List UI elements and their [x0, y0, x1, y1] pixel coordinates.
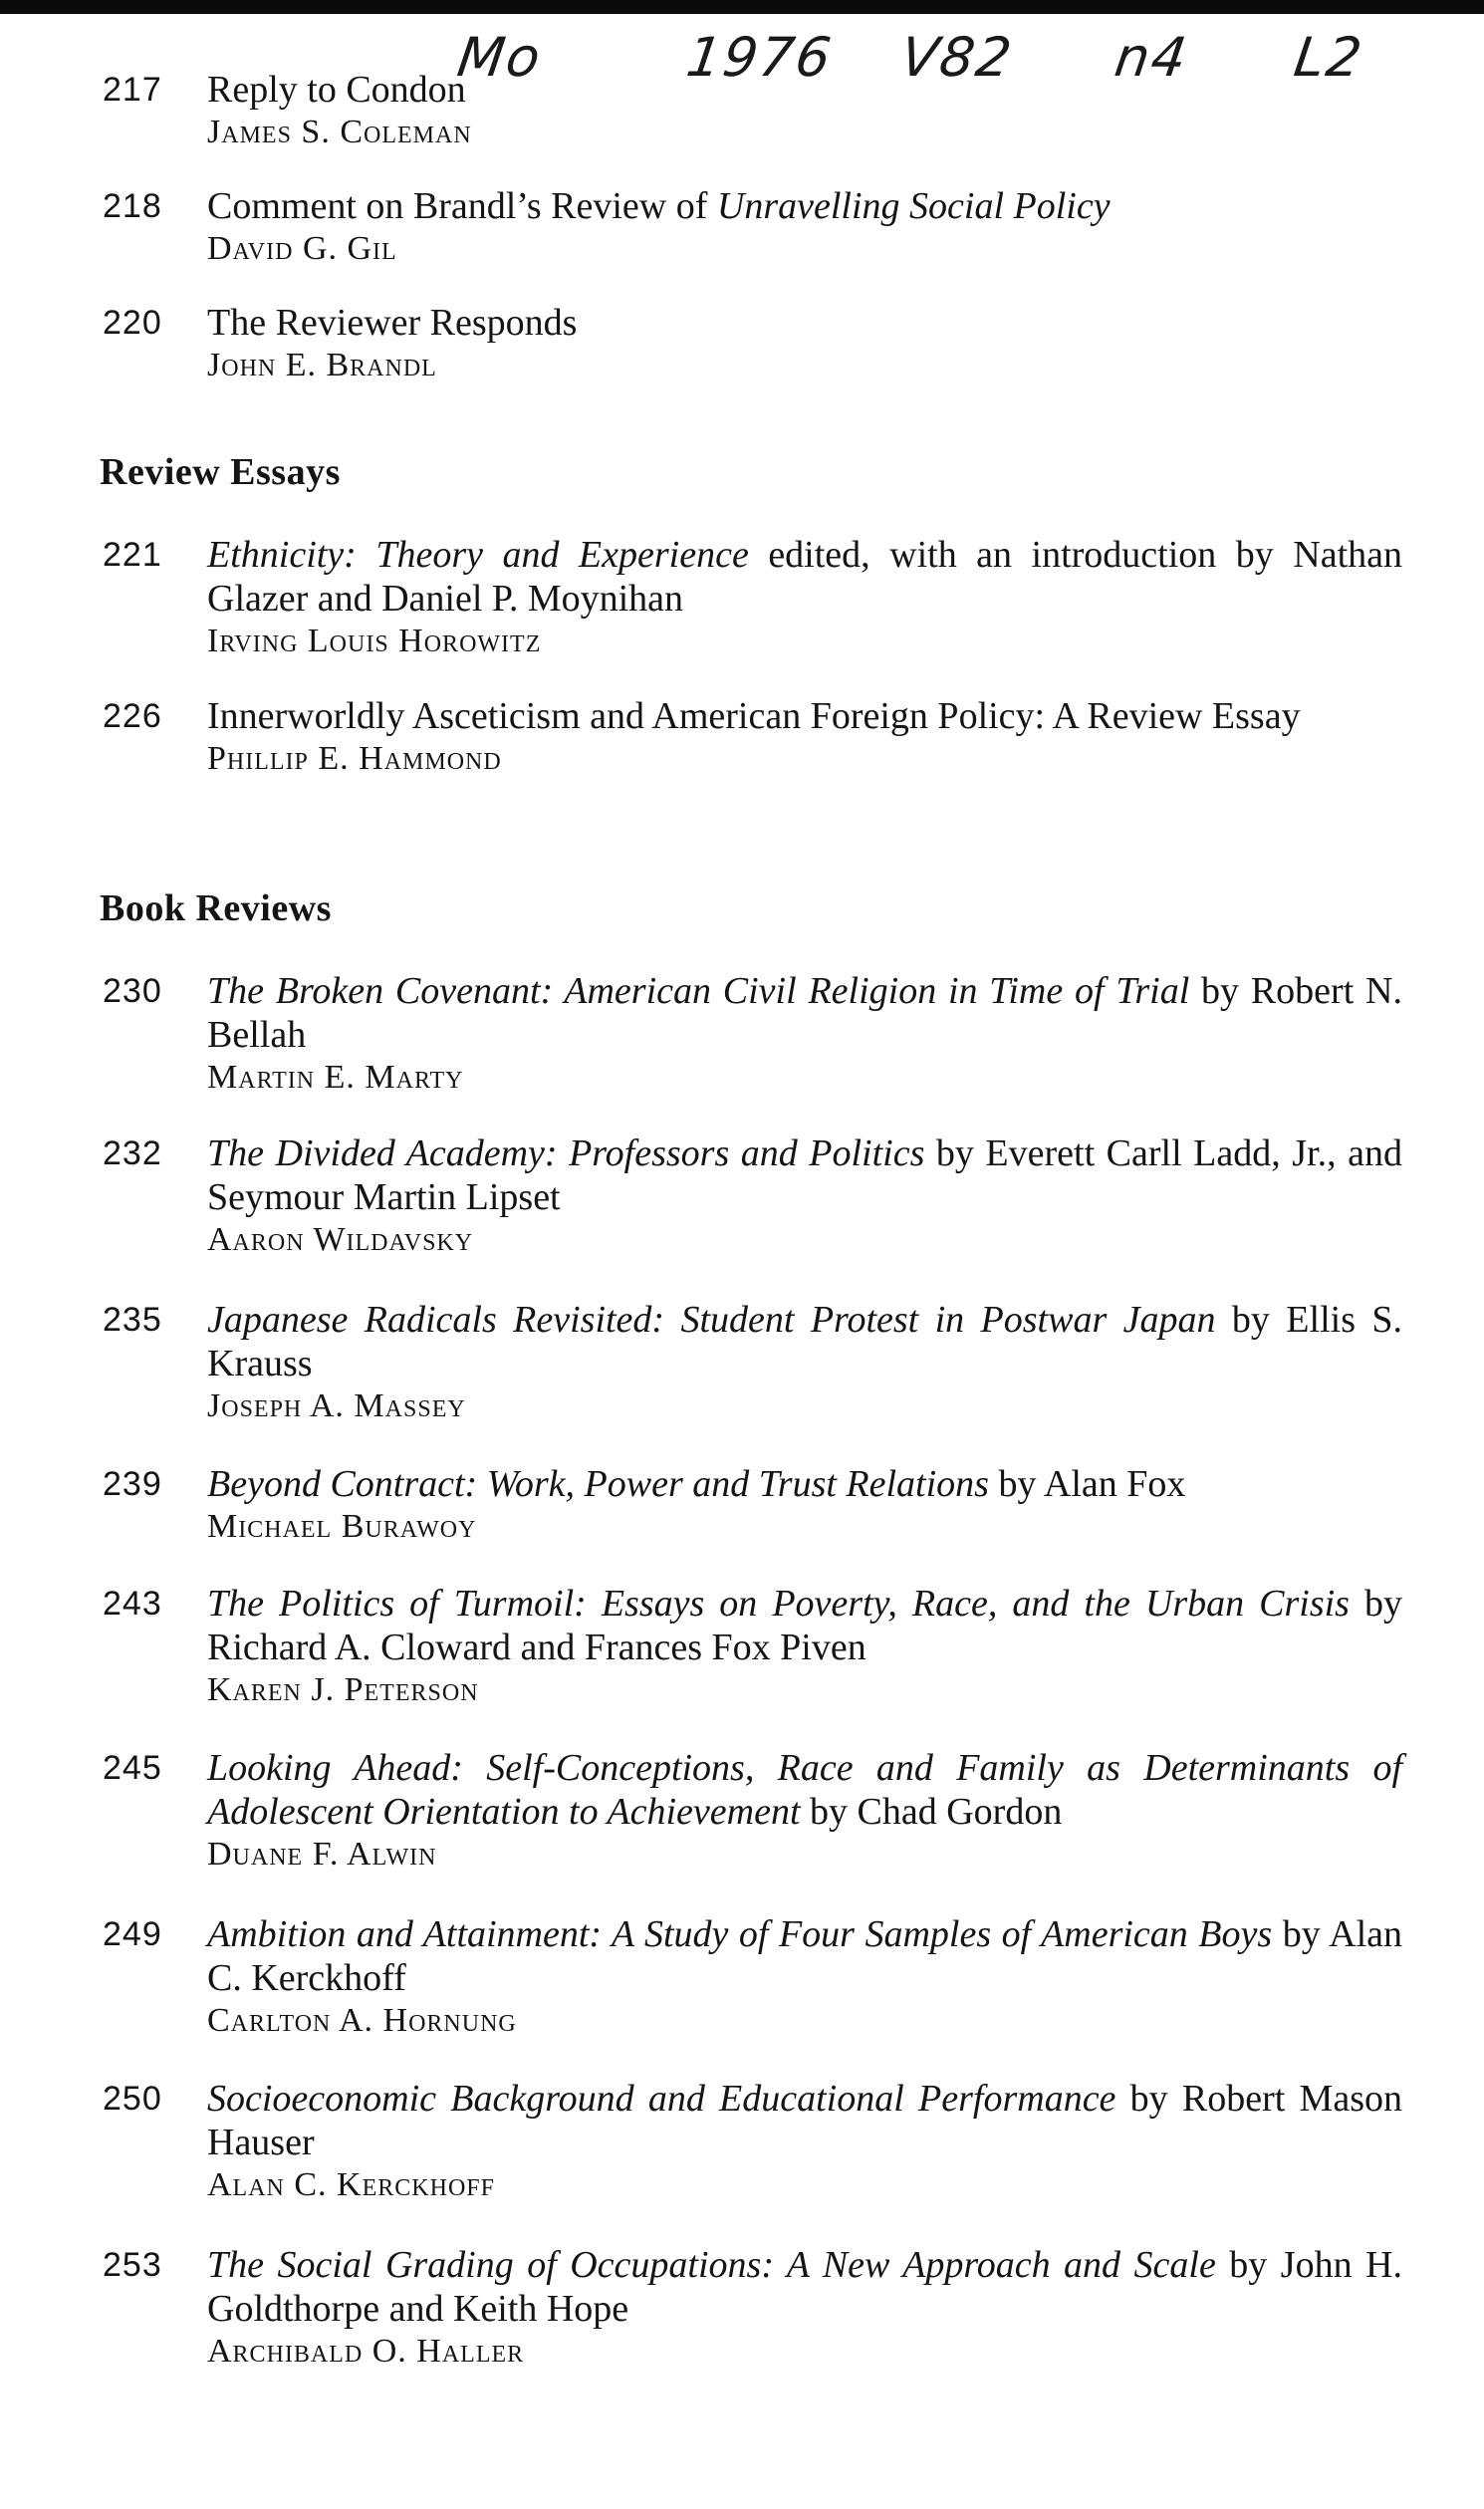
entry-page-number: 218	[103, 187, 162, 225]
annotation-token: L2	[1290, 26, 1367, 89]
entry-title: The Politics of Turmoil: Essays on Poverty, Race, and the Urban Crisis by Richard A. Cloward and Frances Fox Piven	[207, 1583, 1402, 1668]
title-italic-book: The Social Grading of Occupations: A New Approach and Scale	[207, 2244, 1216, 2286]
entry-author: Phillip E. Hammond	[207, 740, 502, 777]
title-italic-book: Looking Ahead: Self-Conceptions, Race and Family as Determinants of Adolescent Orientation to Achievement	[207, 1747, 1402, 1833]
entry-page-number: 220	[103, 304, 162, 342]
entry-page-number: 221	[103, 536, 162, 574]
title-italic-book: Unravelling Social Policy	[716, 185, 1111, 227]
entry-page-number: 217	[103, 71, 162, 109]
annotation-token: V82	[896, 26, 1018, 89]
entry-title	[207, 184, 1402, 228]
title-prefix: Comment on Brandl’s Review of	[207, 185, 717, 227]
entry-title: Socioeconomic Background and Educational Performance by Robert Mason Hauser	[207, 2078, 1402, 2163]
entry-title: Reply to Condon	[207, 69, 466, 111]
entry-title: Innerworldly Asceticism and American Foreign Policy: A Review Essay	[207, 695, 1301, 737]
annotation-token: Mo	[453, 26, 547, 89]
entry-author: Carlton A. Hornung	[207, 2002, 517, 2039]
section-heading-review-essays: Review Essays	[100, 451, 341, 493]
entry-page-number: 249	[103, 1915, 162, 1953]
entry-title: Japanese Radicals Revisited: Student Protest in Postwar Japan by Ellis S. Krauss	[207, 1299, 1403, 1384]
entry-author: David G. Gil	[207, 230, 397, 267]
entry-author: Archibald O. Haller	[207, 2333, 525, 2370]
entry-page-number: 245	[103, 1749, 162, 1787]
title-italic-book: Ethnicity: Theory and Experience	[207, 534, 749, 576]
entry-title: Ambition and Attainment: A Study of Four Samples of American Boys by Alan C. Kerckhoff	[207, 1913, 1402, 1999]
title-italic-book: Socioeconomic Background and Educational Performance	[207, 2078, 1116, 2120]
annotation-token: 1976	[682, 26, 837, 89]
title-italic-book: The Politics of Turmoil: Essays on Poverty, Race, and the Urban Crisis	[207, 1583, 1350, 1625]
title-italic-book: Japanese Radicals Revisited: Student Protest in Postwar Japan	[207, 1299, 1216, 1341]
entry-title: The Social Grading of Occupations: A New Approach and Scale by John H. Goldthorpe and Keith Hope	[207, 2244, 1402, 2330]
entry-title: The Reviewer Responds	[207, 302, 578, 344]
title-italic-book: Beyond Contract: Work, Power and Trust Relations	[207, 1463, 989, 1505]
entry-title: Beyond Contract: Work, Power and Trust Relations by Alan Fox	[207, 1463, 1186, 1505]
section-heading-book-reviews: Book Reviews	[100, 887, 332, 929]
entry-page-number: 226	[103, 697, 162, 735]
entry-title: The Divided Academy: Professors and Politics by Everett Carll Ladd, Jr., and Seymour Martin Lipset	[207, 1132, 1402, 1218]
entry-author: Duane F. Alwin	[207, 1836, 437, 1873]
entry-author: Joseph A. Massey	[207, 1387, 466, 1424]
title-italic-book: The Divided Academy: Professors and Politics	[207, 1132, 925, 1174]
entry-page-number: 232	[103, 1134, 162, 1172]
entry-author: Aaron Wildavsky	[207, 1221, 474, 1258]
top-scan-border	[0, 0, 1484, 14]
title-italic-book: The Broken Covenant: American Civil Religion in Time of Trial	[207, 970, 1190, 1012]
entry-page-number: 250	[103, 2080, 162, 2118]
entry-title: Looking Ahead: Self-Conceptions, Race and Family as Determinants of Adolescent Orientation to Achievement by Chad Gordon	[207, 1747, 1402, 1833]
entry-author: Irving Louis Horowitz	[207, 623, 542, 659]
entry-author: John E. Brandl	[207, 347, 437, 383]
entry-page-number: 235	[103, 1301, 162, 1339]
entry-page-number: 239	[103, 1465, 162, 1503]
entry-author: Alan C. Kerckhoff	[207, 2166, 495, 2203]
entry-author: James S. Coleman	[207, 114, 472, 150]
entry-page-number: 243	[103, 1585, 162, 1623]
entry-author: Michael Burawoy	[207, 1508, 477, 1545]
annotation-token: n4	[1111, 26, 1193, 89]
entry-title: Ethnicity: Theory and Experience edited, with an introduction by Nathan Glazer and Daniel P. Moynihan	[207, 534, 1402, 620]
entry-page-number: 253	[103, 2246, 162, 2284]
entry-page-number: 230	[103, 972, 162, 1010]
entry-title: The Broken Covenant: American Civil Religion in Time of Trial by Robert N. Bellah	[207, 970, 1402, 1056]
title-italic-book: Ambition and Attainment: A Study of Four Samples of American Boys	[207, 1913, 1273, 1955]
entry-author: Karen J. Peterson	[207, 1671, 479, 1708]
entry-author: Martin E. Marty	[207, 1059, 464, 1096]
